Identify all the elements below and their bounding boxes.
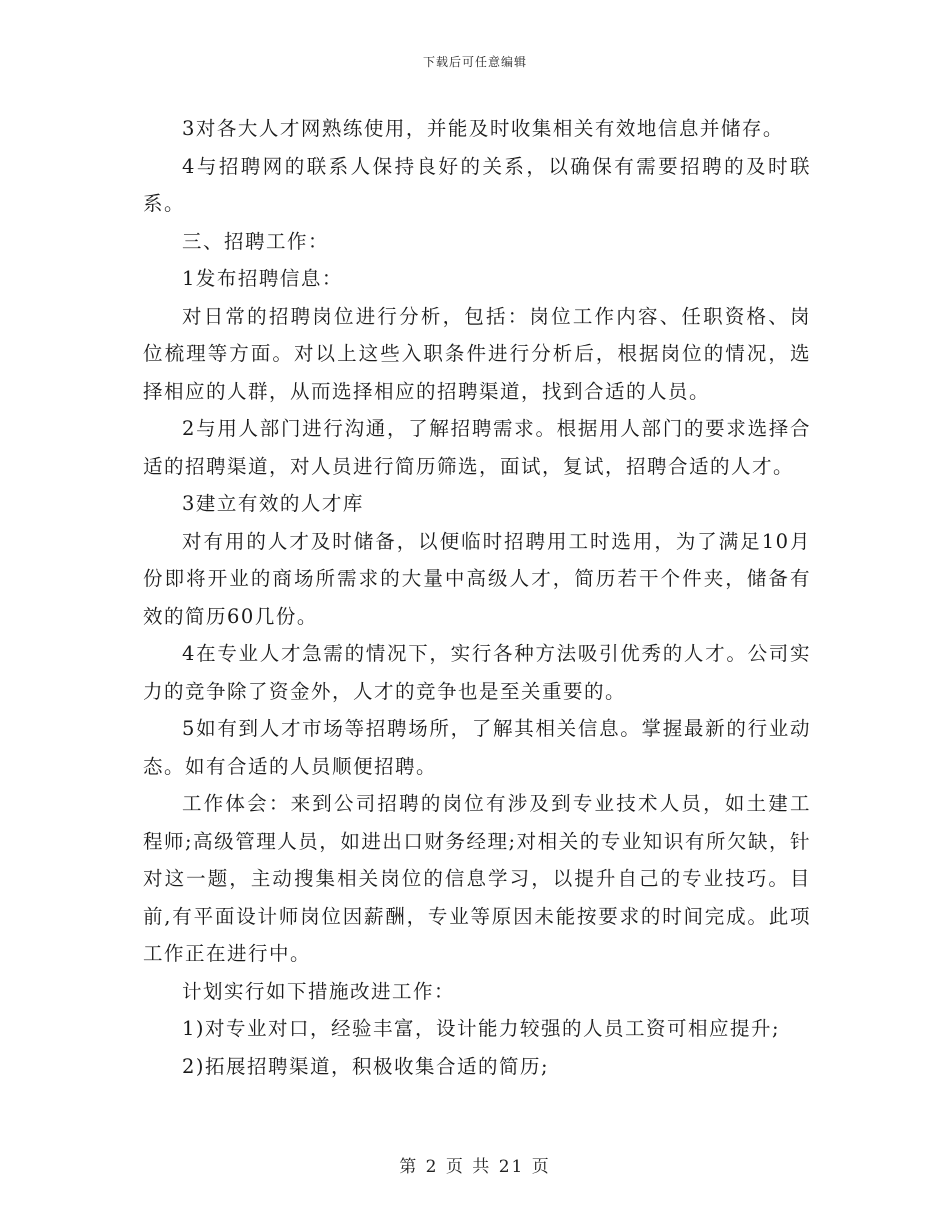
paragraph: 3对各大人才网熟练使用，并能及时收集相关有效地信息并储存。 (182, 117, 784, 140)
section-heading: 三、招聘工作： (182, 229, 330, 253)
list-item: 2)拓展招聘渠道，积极收集合适的简历; (182, 1054, 550, 1078)
document-body (143, 110, 811, 1085)
paragraph: 对有用的人才及时储备，以便临时招聘用工时选用，为了满足10月份即将开业的商场所需求的大量中高级人才，简历若干个件夹，储备有效的简历60几份。 (143, 529, 811, 628)
paragraph: 对日常的招聘岗位进行分析，包括：岗位工作内容、任职资格、岗位梳理等方面。对以上这些入职条件进行分析后，根据岗位的情况，选择相应的人群，从而选择相应的招聘渠道，找到合适的人员。 (143, 304, 811, 403)
page-number: 第 2 页 共 21 页 (399, 1157, 551, 1177)
paragraph: 4与招聘网的联系人保持良好的关系，以确保有需要招聘的及时联系。 (143, 154, 811, 215)
paragraph: 4在专业人才急需的情况下，实行各种方法吸引优秀的人才。公司实力的竞争除了资金外，人才的竞争也是至关重要的。 (143, 642, 811, 703)
paragraph: 5如有到人才市场等招聘场所，了解其相关信息。掌握最新的行业动态。如有合适的人员顺便招聘。 (143, 717, 811, 778)
subheading: 3建立有效的人才库 (182, 492, 364, 515)
paragraph: 2与用人部门进行沟通，了解招聘需求。根据用人部门的要求选择合适的招聘渠道，对人员进行简历筛选，面试，复试，招聘合适的人才。 (143, 417, 811, 478)
paragraph: 计划实行如下措施改进工作： (182, 979, 456, 1003)
subheading: 1发布招聘信息： (182, 267, 343, 290)
list-item: 1)对专业对口，经验丰富，设计能力较强的人员工资可相应提升; (182, 1017, 781, 1040)
page-header-note: 下载后可任意编辑 (422, 55, 527, 69)
paragraph: 工作体会：来到公司招聘的岗位有涉及到专业技术人员，如土建工程师;高级管理人员，如进出口财务经理;对相关的专业知识有所欠缺，针对这一题，主动搜集相关岗位的信息学习，以提升自己的专业技巧。目前,有平面设计师岗位因薪酬，专业等原因未能按要求的时间完成。此项工作正在进行中。 (143, 792, 811, 965)
